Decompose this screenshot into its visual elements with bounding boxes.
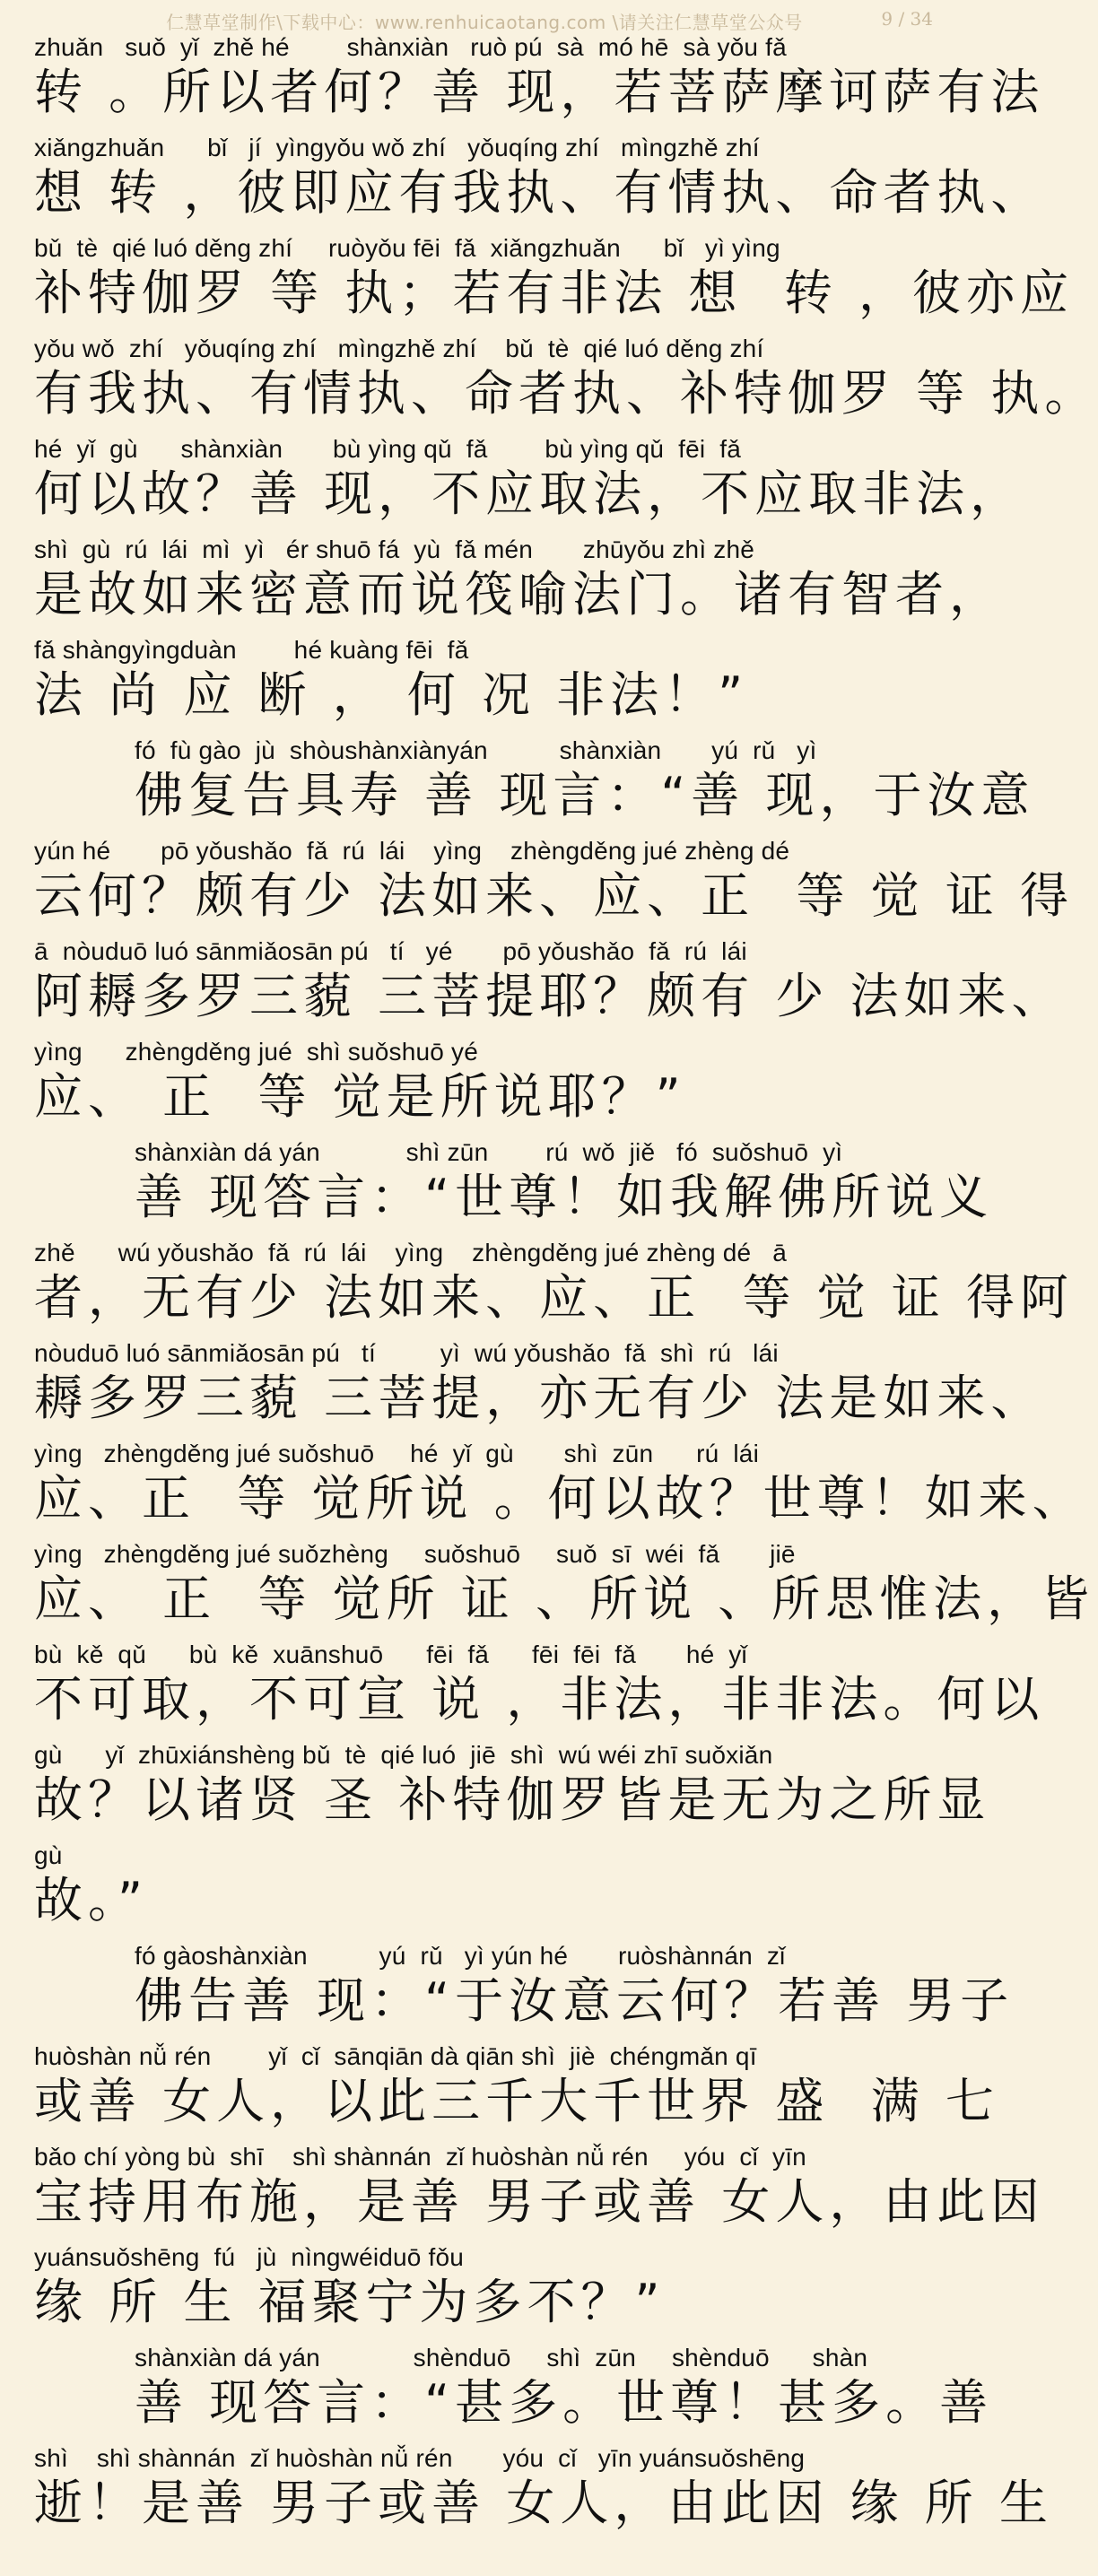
- pinyin-line: ā nòuduō luó sānmiǎosān pú tí yé pō yǒushǎo fǎ rú lái: [34, 937, 747, 965]
- text-line: [34, 1539, 1095, 1640]
- pinyin-line: fǎ shàngyìngduàn hé kuàng fēi fǎ: [34, 636, 469, 664]
- hanzi-line: 佛复告具寿 善 现言：“善 现，于汝意: [135, 767, 1035, 823]
- text-line: [34, 635, 958, 735]
- pinyin-line: bù kě qǔ bù kě xuānshuō fēi fǎ fēi fēi fǎ hé yǐ: [34, 1640, 747, 1668]
- text-line: [34, 836, 1074, 936]
- pinyin-line: shànxiàn dá yán shì zūn rú wǒ jiě fó suǒshuō yì: [135, 1138, 843, 1166]
- hanzi-line: 云何？颇有少 法如来、应、正 等 觉 证 得: [34, 867, 1074, 924]
- text-line: [135, 1941, 1015, 2041]
- pinyin-line: fó gàoshànxiàn yú rǔ yì yún hé ruòshànnán zǐ: [135, 1942, 786, 1970]
- pinyin-line: yìng zhèngděng jué suǒshuō hé yǐ gù shì zūn rú lái: [34, 1440, 760, 1467]
- text-line: [135, 735, 1035, 836]
- text-line: [34, 1338, 1045, 1439]
- hanzi-line: 是故如来密意而说筏喻法门。诸有智者，: [34, 566, 1003, 622]
- hanzi-line: 法 尚 应 断 ， 何 况 非法！”: [34, 666, 749, 723]
- hanzi-line: 者，无有少 法如来、应、正 等 觉 证 得阿: [34, 1269, 1074, 1326]
- text-line: [34, 1439, 1086, 1539]
- hanzi-line: 耨多罗三藐 三菩提，亦无有少 法是如来、: [34, 1370, 1045, 1426]
- text-line: [34, 32, 1045, 133]
- hanzi-line: 故。”: [34, 1872, 148, 1928]
- pinyin-line: yǒu wǒ zhí yǒuqíng zhí mìngzhě zhí bǔ tè qié luó děng zhí: [34, 335, 764, 362]
- text-line: [34, 2142, 1045, 2242]
- pinyin-line: hé yǐ gù shànxiàn bù yìng qǔ fǎ bù yìng qǔ fēi fǎ: [34, 435, 741, 463]
- pinyin-line: shì shì shànnán zǐ huòshàn nǚ rén yóu cǐ yīn yuánsuǒshēng: [34, 2444, 806, 2472]
- text-line: [34, 535, 1003, 635]
- text-line: [34, 133, 1045, 233]
- pinyin-line: nòuduō luó sānmiǎosān pú tí yì wú yǒushǎo fǎ shì rú lái: [34, 1339, 779, 1367]
- text-line: [34, 1238, 1074, 1338]
- text-line: [34, 936, 1066, 1037]
- hanzi-line: 阿耨多罗三藐 三菩提耶？颇有 少 法如来、: [34, 968, 1066, 1024]
- text-line: [34, 1037, 958, 1137]
- hanzi-line: 佛告善 现：“于汝意云何？若善 男子: [135, 1972, 1015, 2029]
- pinyin-line: gù: [34, 1841, 63, 1869]
- hanzi-line: 转 。所以者何？善 现，若菩萨摩诃萨有法: [34, 64, 1045, 120]
- hanzi-line: 善 现答言：“甚多。世尊！甚多。善: [135, 2374, 994, 2431]
- header-title: 仁慧草堂制作\下载中心：www.renhuicaotang.com \请关注仁慧草堂公众号: [166, 12, 803, 33]
- text-line: [34, 1841, 958, 1941]
- hanzi-line: 或善 女人，以此三千大千世界 盛 满 七: [34, 2073, 999, 2129]
- pinyin-line: huòshàn nǚ rén yǐ cǐ sānqiān dà qiān shì jiè chéngmǎn qī: [34, 2042, 757, 2070]
- page-number: 9 / 34: [881, 8, 933, 30]
- pinyin-line: gù yǐ zhūxiánshèng bǔ tè qié luó jiē shì wú wéi zhī suǒxiǎn: [34, 1741, 773, 1769]
- hanzi-line: 不可取，不可宣 说 ，非法，非非法。何以: [34, 1671, 1045, 1727]
- pinyin-line: xiǎngzhuǎn bǐ jí yìngyǒu wǒ zhí yǒuqíng zhí mìngzhě zhí: [34, 134, 760, 161]
- hanzi-line: 有我执、有情执、命者执、补特伽罗 等 执。: [34, 365, 1098, 422]
- pinyin-line: shànxiàn dá yán shènduō shì zūn shènduō shàn: [135, 2344, 868, 2371]
- text-line: [135, 2343, 994, 2443]
- hanzi-line: 善 现答言：“世尊！如我解佛所说义: [135, 1169, 994, 1225]
- pinyin-line: yìng zhèngděng jué shì suǒshuō yé: [34, 1038, 479, 1066]
- pinyin-line: fó fù gào jù shòushànxiànyán shànxiàn yú rǔ yì: [135, 736, 817, 764]
- hanzi-line: 逝！是善 男子或善 女人，由此因 缘 所 生: [34, 2475, 1053, 2531]
- text-line: [34, 2242, 958, 2343]
- text-line: [34, 233, 1074, 334]
- text-line: [34, 434, 1024, 535]
- pinyin-line: yuánsuǒshēng fú jù nìngwéiduō fǒu: [34, 2243, 465, 2271]
- hanzi-line: 应、正 等 觉所说 。何以故？世尊！如来、: [34, 1470, 1086, 1527]
- hanzi-line: 故？以诸贤 圣 补特伽罗皆是无为之所显: [34, 1771, 991, 1828]
- text-line: [34, 334, 1098, 434]
- text-line: [34, 1740, 991, 1841]
- text-line: [135, 1137, 994, 1238]
- text-line: [34, 2443, 1053, 2544]
- hanzi-line: 应、 正 等 觉是所说耶？”: [34, 1068, 686, 1125]
- pinyin-line: bǔ tè qié luó děng zhí ruòyǒu fēi fǎ xiǎngzhuǎn bǐ yì yìng: [34, 234, 780, 262]
- hanzi-line: 应、 正 等 觉所 证 、所说 、所思惟法，皆: [34, 1571, 1095, 1627]
- hanzi-line: 宝持用布施，是善 男子或善 女人，由此因: [34, 2173, 1045, 2230]
- hanzi-line: 想 转 ，彼即应有我执、有情执、命者执、: [34, 164, 1045, 221]
- text-line: [34, 2041, 999, 2142]
- pinyin-line: zhuǎn suǒ yǐ zhě hé shànxiàn ruò pú sà mó hē sà yǒu fǎ: [34, 33, 787, 61]
- pinyin-line: bǎo chí yòng bù shī shì shànnán zǐ huòshàn nǚ rén yóu cǐ yīn: [34, 2143, 806, 2171]
- hanzi-line: 缘 所 生 福聚宁为多不？”: [34, 2274, 666, 2330]
- hanzi-line: 补特伽罗 等 执；若有非法 想 转 ，彼亦应: [34, 265, 1074, 321]
- pinyin-line: zhě wú yǒushǎo fǎ rú lái yìng zhèngděng jué zhèng dé ā: [34, 1239, 787, 1266]
- pinyin-line: yún hé pō yǒushǎo fǎ rú lái yìng zhèngděng jué zhèng dé: [34, 837, 790, 865]
- text-line: [34, 1640, 1045, 1740]
- pinyin-line: shì gù rú lái mì yì ér shuō fá yù fǎ mén zhūyǒu zhì zhě: [34, 535, 755, 563]
- pinyin-line: yìng zhèngděng jué suǒzhèng suǒshuō suǒ sī wéi fǎ jiē: [34, 1540, 796, 1568]
- hanzi-line: 何以故？善 现，不应取法，不应取非法，: [34, 466, 1024, 522]
